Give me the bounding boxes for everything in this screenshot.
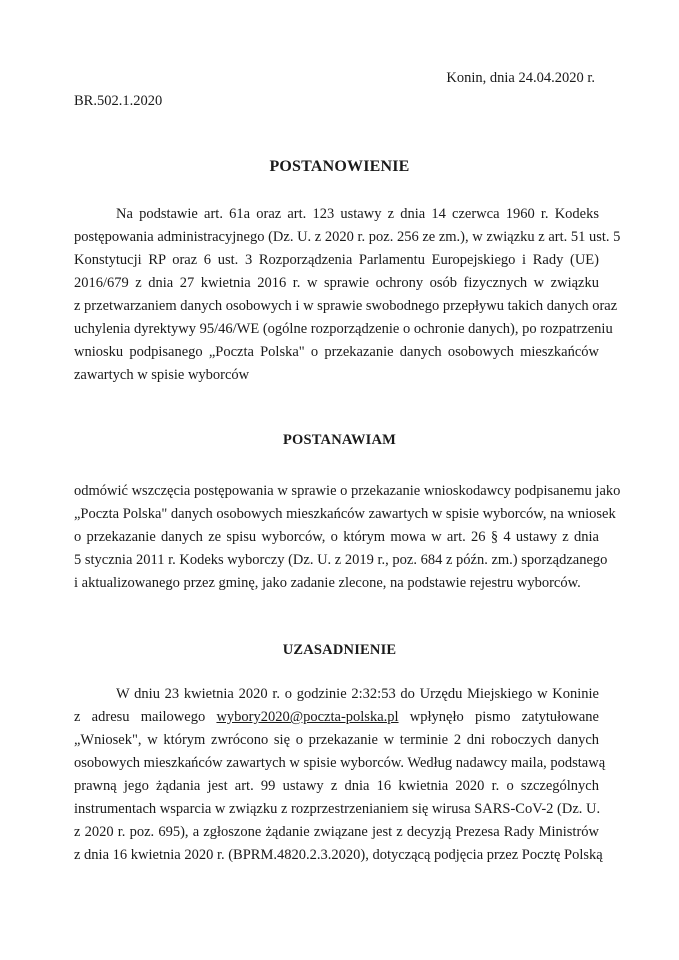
paragraph-line: prawną jego żądania jest art. 99 ustawy z dnia 16 kwietnia 2020 r. o szczególnych <box>74 778 599 794</box>
paragraph-line: W dniu 23 kwietnia 2020 r. o godzinie 2:32:53 do Urzędu Miejskiego w Koninie <box>116 686 599 702</box>
paragraph-line: „Wniosek", w którym zwrócono się o przekazanie w terminie 2 dni roboczych danych <box>74 732 599 748</box>
paragraph-line: wniosku podpisanego „Poczta Polska" o przekazanie danych osobowych mieszkańców <box>74 344 599 360</box>
paragraph-line: „Poczta Polska" danych osobowych mieszkańców zawartych w spisie wyborców, na wniosek <box>74 506 616 522</box>
reference-number: BR.502.1.2020 <box>74 93 163 109</box>
paragraph-line: uchylenia dyrektywy 95/46/WE (ogólne rozporządzenie o ochronie danych), po rozpatrzeniu <box>74 321 613 337</box>
paragraph-line: z 2020 r. poz. 695), a zgłoszone żądanie związane jest z decyzją Prezesa Rady Ministrów <box>74 824 599 840</box>
paragraph-line: z przetwarzaniem danych osobowych i w sprawie swobodnego przepływu takich danych oraz <box>74 298 618 314</box>
paragraph-line: i aktualizowanego przez gminę, jako zadanie zlecone, na podstawie rejestru wyborców. <box>74 575 581 591</box>
sender-email-link[interactable]: wybory2020@poczta-polska.pl <box>216 709 399 725</box>
paragraph-line: postępowania administracyjnego (Dz. U. z 2020 r. poz. 256 ze zm.), w związku z art. 51 ust. 5 <box>74 229 621 245</box>
text-after-email: wpłynęło pismo zatytułowane <box>398 709 599 725</box>
text-before-email: z adresu mailowego <box>74 709 217 725</box>
paragraph-line: Konstytucji RP oraz 6 ust. 3 Rozporządzenia Parlamentu Europejskiego i Rady (UE) <box>74 252 599 268</box>
justification-heading: UZASADNIENIE <box>282 642 397 658</box>
decision-paragraph <box>74 480 621 595</box>
decision-heading: POSTANAWIAM <box>282 432 397 448</box>
paragraph-line: Na podstawie art. 61a oraz art. 123 ustawy z dnia 14 czerwca 1960 r. Kodeks <box>116 206 599 222</box>
intro-paragraph <box>74 203 621 387</box>
document-title: POSTANOWIENIE <box>269 158 410 175</box>
paragraph-line: zawartych w spisie wyborców <box>74 367 250 383</box>
paragraph-line: 5 stycznia 2011 r. Kodeks wyborczy (Dz. U. z 2019 r., poz. 684 z późn. zm.) sporządzanego <box>74 552 608 568</box>
paragraph-line: osobowych mieszkańców zawartych w spisie wyborców. Według nadawcy maila, podstawą <box>74 755 606 771</box>
justification-paragraph <box>74 683 606 867</box>
paragraph-line: 2016/679 z dnia 27 kwietnia 2016 r. w sprawie ochrony osób fizycznych w związku <box>74 275 599 291</box>
place-date: Konin, dnia 24.04.2020 r. <box>446 70 595 86</box>
paragraph-line: z dnia 16 kwietnia 2020 r. (BPRM.4820.2.3.2020), dotyczącą podjęcia przez Pocztę Polską <box>74 847 603 863</box>
paragraph-line: o przekazanie danych ze spisu wyborców, o którym mowa w art. 26 § 4 ustawy z dnia <box>74 529 599 545</box>
paragraph-line: instrumentach wsparcia w związku z rozprzestrzenianiem się wirusa SARS-CoV-2 (Dz. U. <box>74 801 601 817</box>
paragraph-line: odmówić wszczęcia postępowania w sprawie o przekazanie wnioskodawcy podpisanemu jako <box>74 483 621 499</box>
paragraph-line-with-email <box>74 706 599 729</box>
